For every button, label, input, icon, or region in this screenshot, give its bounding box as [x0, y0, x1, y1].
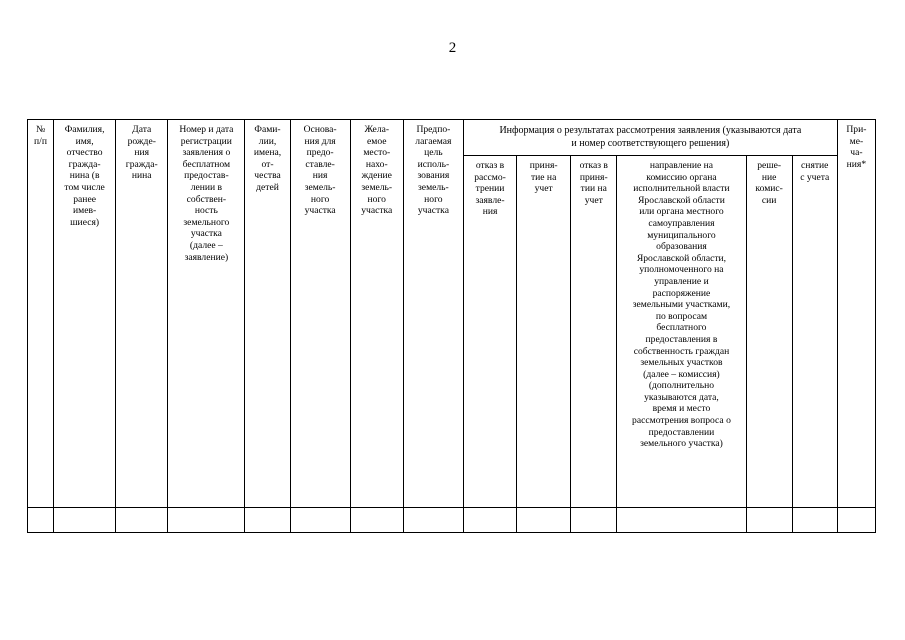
page-number: 2	[448, 40, 457, 56]
col-header-info-group: Информация о результатах рассмотрения заявления (указываются дата и номер соответствующего решения)	[463, 120, 837, 156]
col-header-birth-date: Дата рожде- ния гражда- нина	[116, 120, 168, 508]
col-header-notes: При- ме- ча- ния*	[837, 120, 875, 508]
col-header-num: № п/п	[28, 120, 54, 508]
table-cell	[28, 508, 54, 533]
subcol-header-refusal-accept: отказ в приня- тии на учет	[571, 156, 617, 508]
table-cell	[116, 508, 168, 533]
table-cell	[792, 508, 837, 533]
table-cell	[168, 508, 245, 533]
table-cell	[54, 508, 116, 533]
table-cell	[517, 508, 571, 533]
registry-table	[27, 119, 876, 533]
table-cell	[463, 508, 516, 533]
table-cell	[571, 508, 617, 533]
col-header-children: Фами- лии, имена, от- чества детей	[245, 120, 290, 508]
table-cell	[617, 508, 746, 533]
col-header-reg-number: Номер и дата регистрации заявления о бесплатном предостав- лении в собствен- ность земельного участка (далее – заявление)	[168, 120, 245, 508]
table-cell	[290, 508, 350, 533]
col-header-desired-location: Жела- емое место- нахо- ждение земель- ного участка	[350, 120, 403, 508]
subcol-header-accepted: приня- тие на учет	[517, 156, 571, 508]
subcol-header-commission-decision: реше- ние комис- сии	[746, 156, 792, 508]
header-row-main	[28, 120, 876, 156]
table-cell	[746, 508, 792, 533]
col-header-grounds: Основа- ния для предо- ставле- ния земель- ного участка	[290, 120, 350, 508]
col-header-intended-use: Предпо- лагаемая цель исполь- зования земель- ного участка	[403, 120, 463, 508]
subcol-header-refusal-review: отказ в рассмо- трении заявле- ния	[463, 156, 516, 508]
table-cell	[245, 508, 290, 533]
table-cell	[837, 508, 875, 533]
table-cell	[403, 508, 463, 533]
table-row	[28, 508, 876, 533]
subcol-header-removal: снятие с учета	[792, 156, 837, 508]
subcol-header-referral: направление на комиссию органа исполнительной власти Ярославской области или органа местного самоуправления муниципального образования Ярославской области, уполномоченного на управление и распоряжение земельными участками, по вопросам бесплатного предоставления в собственность граждан земельных участков (далее – комиссия) (дополнительно указываются дата, время и место рассмотрения вопроса о предоставлении земельного участка)	[617, 156, 746, 508]
col-header-name: Фамилия, имя, отчество гражда- нина (в том числе ранее имев- шиеся)	[54, 120, 116, 508]
table-cell	[350, 508, 403, 533]
